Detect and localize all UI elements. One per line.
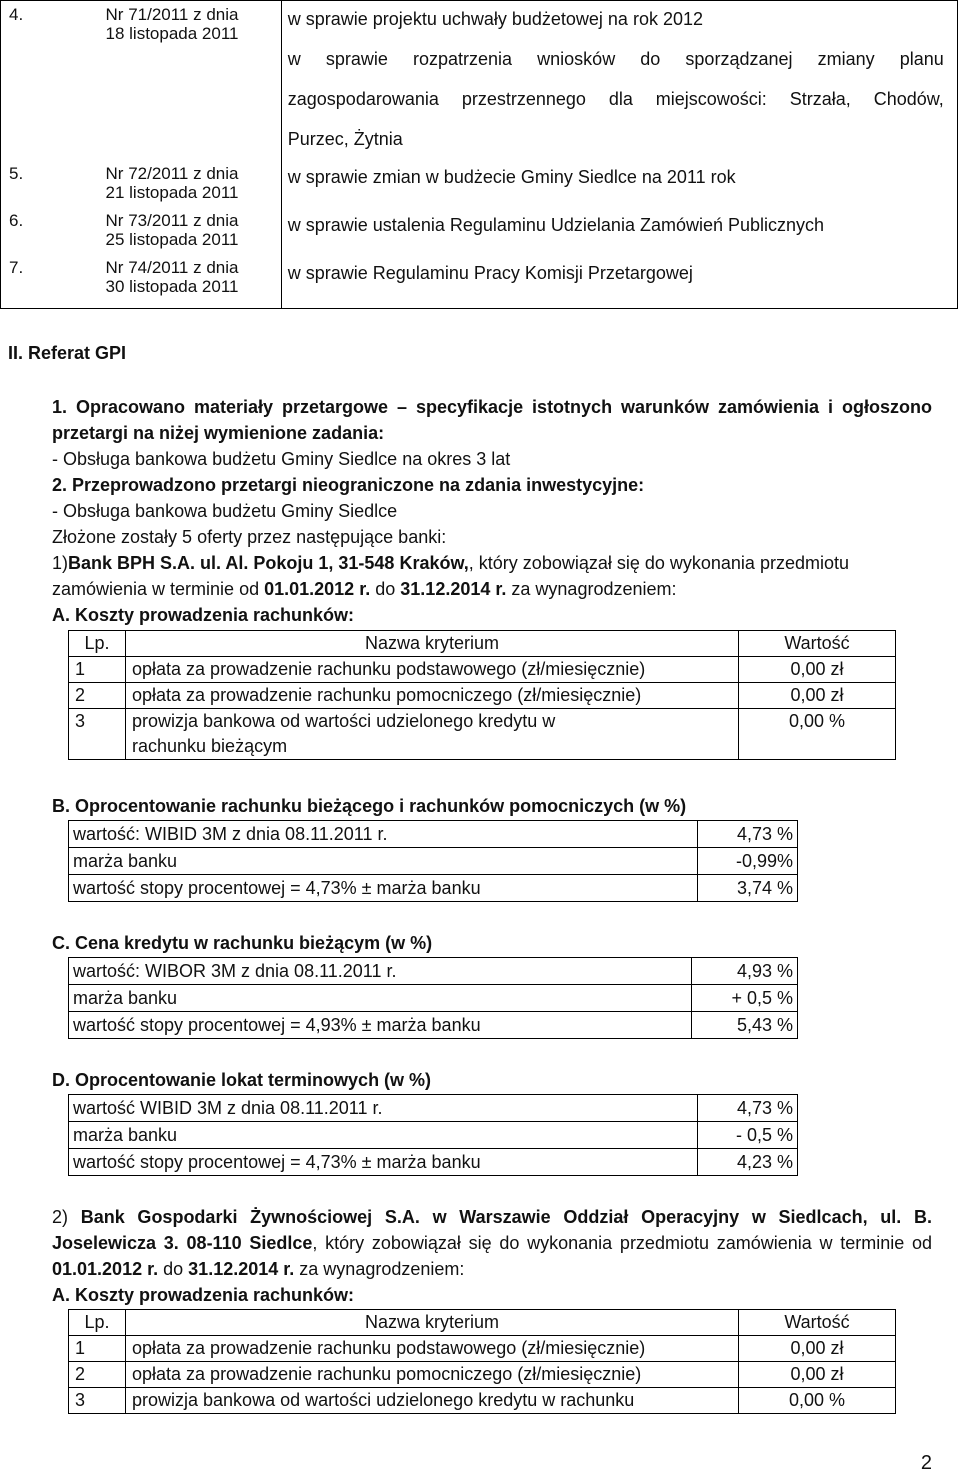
procurement-summary	[52, 394, 932, 628]
criteria-table-bank-1: Lp. Nazwa kryterium Wartość 1 opłata za prowadzenie rachunku podstawowego (zł/miesięcznie) 0,00 zł 2 opłata za prowadzenie rachunku pomocniczego (zł/miesięcznie) 0,00 zł 3 prowizja bankowa od wartości udzielonego kredytu w rachunku bieżącym 0,00 %	[68, 630, 896, 760]
costs-title-2: A. Koszty prowadzenia rachunków:	[52, 1285, 355, 1305]
point-2: 2. Przeprowadzono przetargi nieograniczone na zdania inwestycyjne:	[52, 475, 645, 495]
resolutions-table	[0, 0, 958, 309]
table-row: 3 prowizja bankowa od wartości udzielonego kredytu w rachunku bieżącym 0,00 %	[69, 709, 896, 760]
resolution-item: 4. Nr 71/2011 z dnia 18 listopada 2011	[9, 5, 239, 43]
table-row: 1 opłata za prowadzenie rachunku podstawowego (zł/miesięcznie) 0,00 zł	[69, 1336, 896, 1362]
page-number: 2	[920, 1452, 932, 1474]
resolution-subject: w sprawie zmian w budżecie Gminy Siedlce na 2011 rok	[287, 167, 736, 187]
resolution-subjects-cell	[281, 1, 957, 309]
point-1: 1. Opracowano materiały przetargowe – specyfikacje istotnych warunków zamówienia i ogłoszono przetargi na niżej wymienione zadania:	[52, 397, 932, 443]
table-row: wartość: WIBOR 3M z dnia 08.11.2011 r. 4,93 %	[69, 958, 798, 985]
section-c-title: C. Cena kredytu w rachunku bieżącym (w %)	[52, 933, 433, 953]
point-2-item: - Obsługa bankowa budżetu Gminy Siedlce	[52, 501, 398, 521]
rate-table-b	[68, 820, 798, 902]
offers-text: Złożone zostały 5 oferty przez następujące banki:	[52, 527, 447, 547]
table-row: 2 opłata za prowadzenie rachunku pomocniczego (zł/miesięcznie) 0,00 zł	[69, 683, 896, 709]
bank-1-paragraph: 1)Bank BPH S.A. ul. Al. Pokoju 1, 31-548 Kraków,, który zobowiązał się do wykonania przedmiotu zamówienia w terminie od 01.01.2012 r. do 31.12.2014 r. za wynagrodzeniem:	[52, 553, 849, 599]
resolution-subject: w sprawie Regulaminu Pracy Komisji Przetargowej	[287, 263, 693, 283]
section-b-title: B. Oprocentowanie rachunku bieżącego i rachunków pomocniczych (w %)	[52, 796, 687, 816]
table-row: wartość stopy procentowej = 4,93% ± marża banku 5,43 %	[69, 1012, 798, 1039]
rate-table-c	[68, 957, 798, 1039]
table-row: wartość stopy procentowej = 4,73% ± marża banku 3,74 %	[69, 875, 798, 902]
table-row: 2 opłata za prowadzenie rachunku pomocniczego (zł/miesięcznie) 0,00 zł	[69, 1362, 896, 1388]
point-1-item: - Obsługa bankowa budżetu Gminy Siedlce na okres 3 lat	[52, 449, 511, 469]
bank-2-paragraph: 2) Bank Gospodarki Żywnościowej S.A. w Warszawie Oddział Operacyjny w Siedlcach, ul. B. Joselewicza 3. 08-110 Siedlce, który zobowiązał się do wykonania przedmiotu zamówienia w terminie od 01.01.2012 r. do 31.12.2014 r. za wynagrodzeniem:	[52, 1207, 932, 1279]
table-row: marża banku + 0,5 %	[69, 985, 798, 1012]
costs-title: A. Koszty prowadzenia rachunków:	[52, 605, 355, 625]
resolution-subject: w sprawie ustalenia Regulaminu Udzielania Zamówień Publicznych	[287, 215, 825, 235]
resolution-item: 5. Nr 72/2011 z dnia 21 listopada 2011	[9, 164, 239, 202]
section-d-title: D. Oprocentowanie lokat terminowych (w %)	[52, 1070, 432, 1090]
table-row: wartość WIBID 3M z dnia 08.11.2011 r. 4,73 %	[69, 1095, 798, 1122]
resolution-numbers-cell	[1, 1, 282, 309]
resolution-subject: w sprawie projektu uchwały budżetowej na rok 2012 w sprawie rozpatrzenia wniosków do sporządzanej zmiany planu zagospodarowania przestrzennego dla miejscowości: Strzała, Chodów, Purzec, Żytnia	[287, 9, 944, 149]
section-title: II. Referat GPI	[8, 343, 127, 363]
rate-table-d	[68, 1094, 798, 1176]
table-row: 3 prowizja bankowa od wartości udzielonego kredytu w rachunku 0,00 %	[69, 1388, 896, 1414]
table-row: marża banku -0,99%	[69, 848, 798, 875]
resolution-item: 7. Nr 74/2011 z dnia 30 listopada 2011	[9, 258, 239, 296]
table-row: marża banku - 0,5 %	[69, 1122, 798, 1149]
resolution-item: 6. Nr 73/2011 z dnia 25 listopada 2011	[9, 211, 239, 249]
criteria-table-bank-2: Lp. Nazwa kryterium Wartość 1 opłata za prowadzenie rachunku podstawowego (zł/miesięcznie) 0,00 zł 2 opłata za prowadzenie rachunku pomocniczego (zł/miesięcznie) 0,00 zł 3 prowizja bankowa od wartości udzielonego kredytu w rachunku 0,00 %	[68, 1309, 896, 1414]
table-row: wartość stopy procentowej = 4,73% ± marża banku 4,23 %	[69, 1149, 798, 1176]
table-row: 1 opłata za prowadzenie rachunku podstawowego (zł/miesięcznie) 0,00 zł	[69, 657, 896, 683]
table-row: wartość: WIBID 3M z dnia 08.11.2011 r. 4,73 %	[69, 821, 798, 848]
